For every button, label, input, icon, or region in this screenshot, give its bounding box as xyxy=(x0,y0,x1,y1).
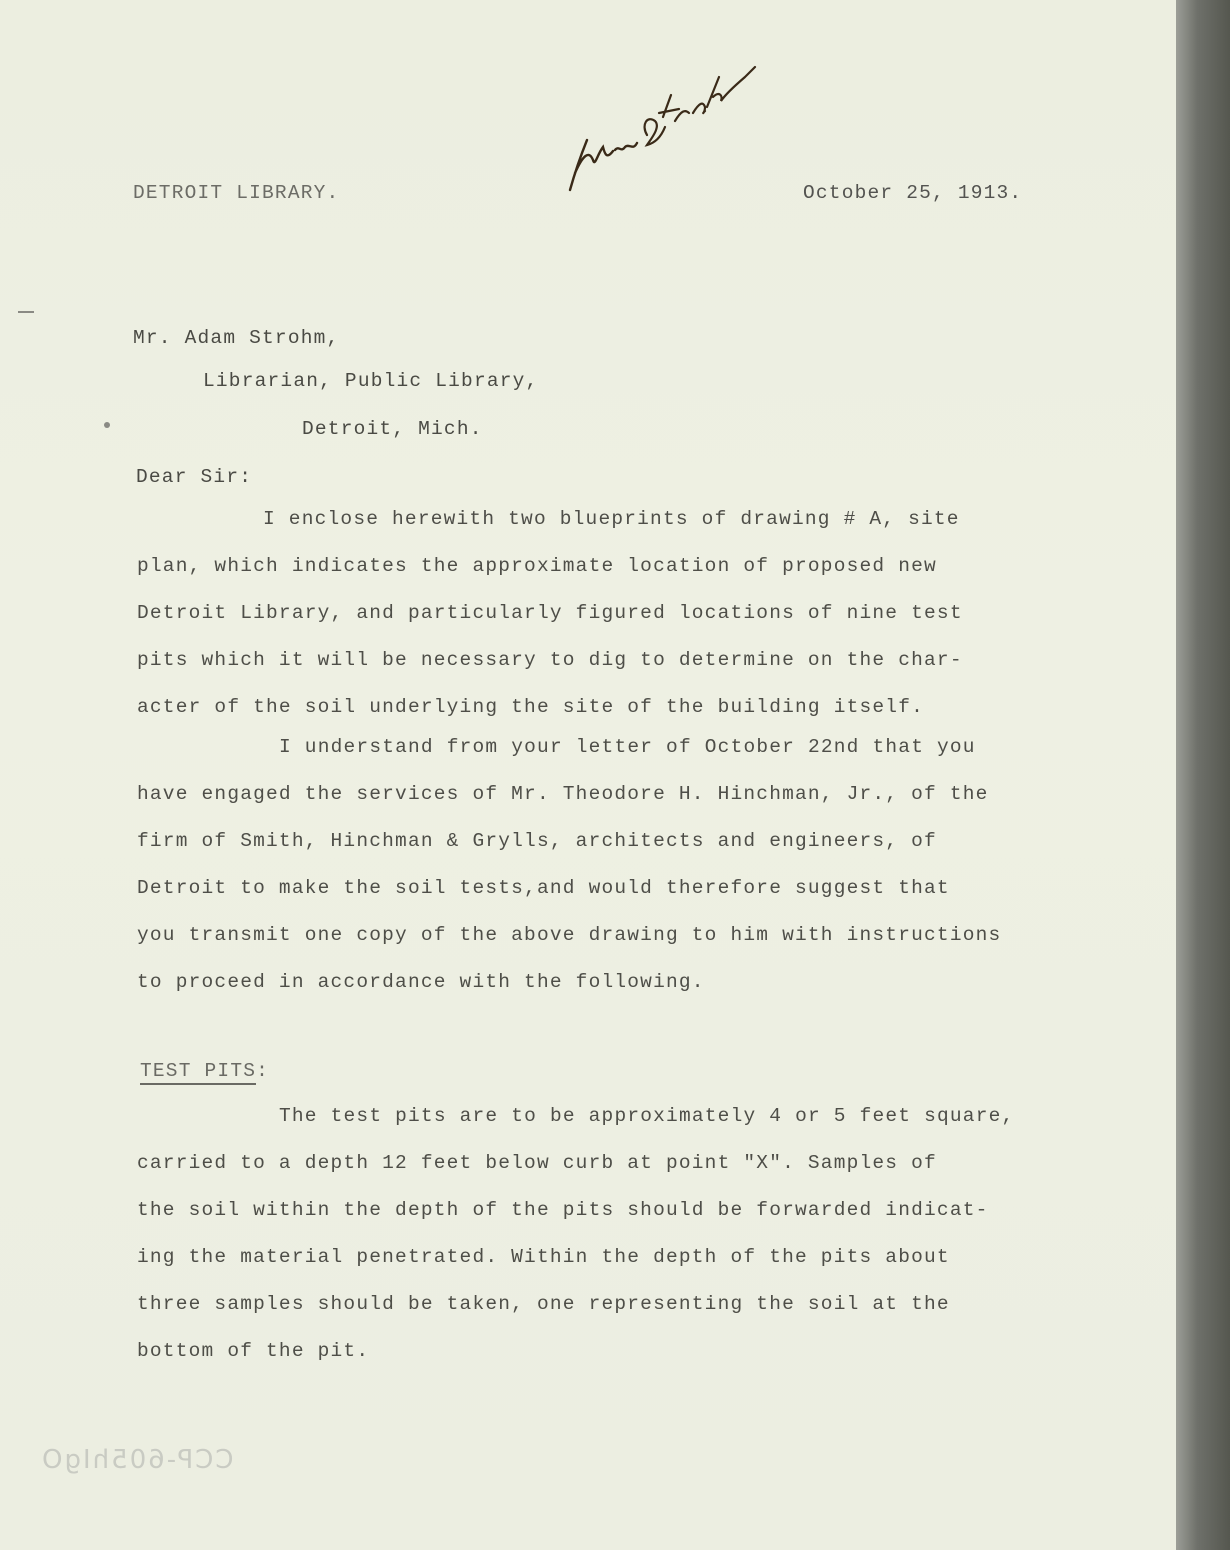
paragraph-line: Detroit to make the soil tests,and would therefore suggest that xyxy=(137,877,950,899)
paragraph-line: Detroit Library, and particularly figured locations of nine test xyxy=(137,602,963,624)
paragraph-line: pits which it will be necessary to dig to determine on the char- xyxy=(137,649,963,671)
section-heading-text: TEST PITS xyxy=(140,1060,256,1085)
paragraph-line: bottom of the pit. xyxy=(137,1340,370,1362)
paragraph-soil-tests xyxy=(137,724,1082,1006)
paragraph-line: have engaged the services of Mr. Theodore H. Hinchman, Jr., of the xyxy=(137,783,989,805)
paragraph-line: carried to a depth 12 feet below curb at point "X". Samples of xyxy=(137,1152,937,1174)
section-heading-test-pits xyxy=(140,1060,269,1082)
letter-date: October 25, 1913. xyxy=(803,182,1023,204)
paragraph-test-pits xyxy=(137,1093,1082,1375)
paragraph-line: the soil within the depth of the pits should be forwarded indicat- xyxy=(137,1199,989,1221)
paragraph-enclosure xyxy=(137,496,1082,731)
handwritten-signature xyxy=(555,55,765,195)
paragraph-line: I enclose herewith two blueprints of drawing # A, site xyxy=(263,508,960,530)
paragraph-line: to proceed in accordance with the following. xyxy=(137,971,705,993)
section-heading-colon: : xyxy=(256,1060,270,1082)
paragraph-line: ing the material penetrated. Within the depth of the pits about xyxy=(137,1246,950,1268)
paragraph-line: you transmit one copy of the above drawing to him with instructions xyxy=(137,924,1002,946)
recipient-title: Librarian, Public Library, xyxy=(203,370,539,392)
paragraph-line: The test pits are to be approximately 4 or 5 feet square, xyxy=(279,1105,1015,1127)
margin-mark xyxy=(18,311,34,313)
margin-mark xyxy=(104,422,110,428)
recipient-city: Detroit, Mich. xyxy=(302,418,483,440)
archive-stamp: CCP-605hIgO xyxy=(40,1445,234,1475)
salutation: Dear Sir: xyxy=(136,466,253,488)
paragraph-line: acter of the soil underlying the site of the building itself. xyxy=(137,696,925,718)
paragraph-line: three samples should be taken, one representing the soil at the xyxy=(137,1293,950,1315)
paragraph-line: I understand from your letter of October 22nd that you xyxy=(279,736,976,758)
page-edge-shadow xyxy=(1176,0,1230,1550)
paragraph-line: plan, which indicates the approximate location of proposed new xyxy=(137,555,937,577)
recipient-name: Mr. Adam Strohm, xyxy=(133,327,340,349)
paragraph-line: firm of Smith, Hinchman & Grylls, architects and engineers, of xyxy=(137,830,937,852)
letterhead-addressee: DETROIT LIBRARY. xyxy=(133,182,340,204)
